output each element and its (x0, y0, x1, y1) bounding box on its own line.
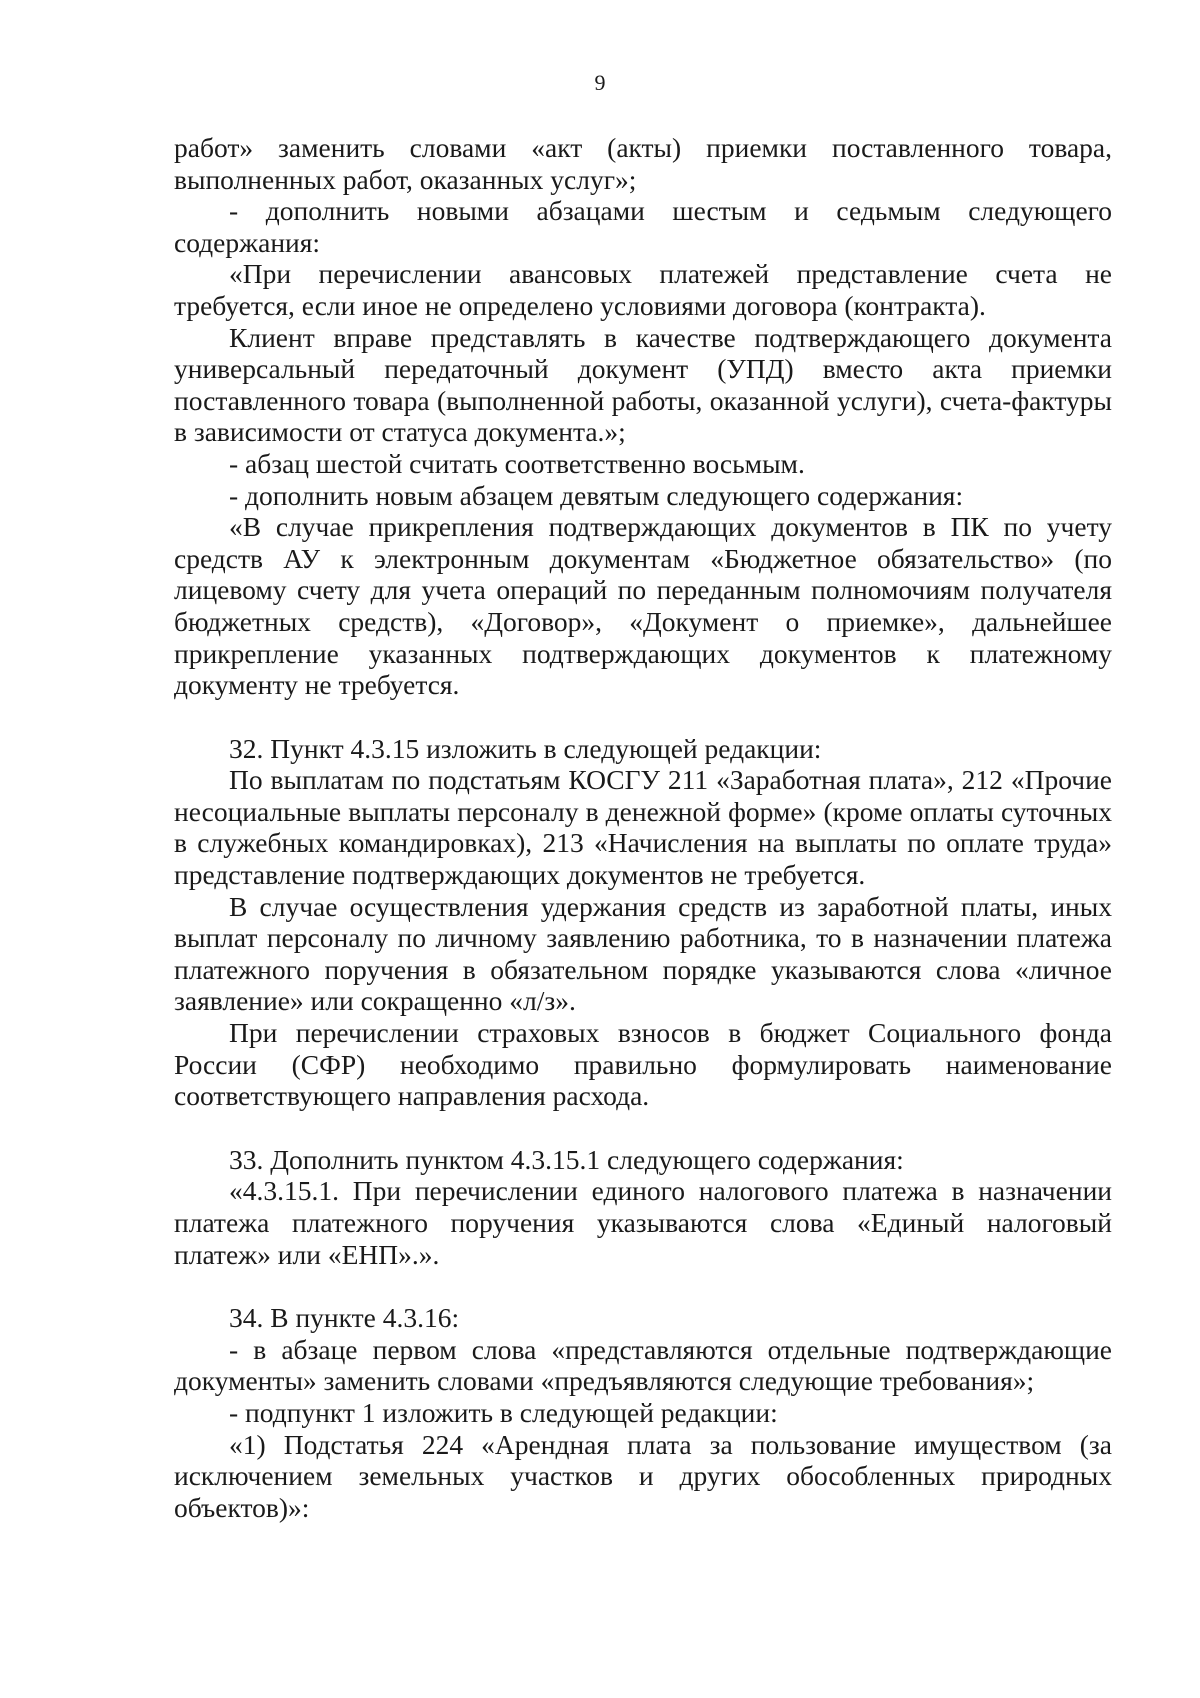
paragraph: работ» заменить словами «акт (акты) приемки поставленного товара, выполненных работ, оказанных услуг»; (174, 132, 1112, 195)
paragraph: - абзац шестой считать соответственно восьмым. (229, 447, 805, 479)
paragraph: По выплатам по подстатьям КОСГУ 211 «Заработная плата», 212 «Прочие несоциальные выплаты персоналу в денежной форме» (кроме оплаты суточных в служебных командировках), 213 «Начисления на выплаты по оплате труда» представление подтверждающих документов не требуется. (174, 764, 1112, 891)
paragraph: «В случае прикрепления подтверждающих документов в ПК по учету средств АУ к электронным документам «Бюджетное обязательство» (по лицевому счету для учета операций по переданным полномочиям получателя бюджетных средств), «Договор», «Документ о приемке», дальнейшее прикрепление указанных подтверждающих документов к платежному документу не требуется. (174, 511, 1112, 701)
paragraph: При перечислении страховых взносов в бюджет Социального фонда России (СФР) необходимо правильно формулировать наименование соответствующего направления расхода. (174, 1017, 1112, 1112)
paragraph: «При перечислении авансовых платежей представление счета не требуется, если иное не определено условиями договора (контракта). (174, 258, 1112, 321)
paragraph: - в абзаце первом слова «представляются отдельные подтверждающие документы» заменить словами «предъявляются следующие требования»; (174, 1333, 1112, 1397)
document-body (174, 132, 1112, 1523)
section-heading-33: 33. Дополнить пунктом 4.3.15.1 следующего содержания: (229, 1143, 904, 1175)
paragraph: «4.3.15.1. При перечислении единого налогового платежа в назначении платежа платежного поручения указываются слова «Единый налоговый платеж» или «ЕНП».». (174, 1175, 1112, 1270)
paragraph: «1) Подстатья 224 «Арендная плата за пользование имуществом (за исключением земельных участков и других обособленных природных объектов)»: (174, 1428, 1112, 1523)
section-heading-34: 34. В пункте 4.3.16: (229, 1302, 460, 1334)
paragraph: В случае осуществления удержания средств из заработной платы, иных выплат персоналу по личному заявлению работника, то в назначении платежа платежного поручения в обязательном порядке указываются слова «личное заявление» или сокращенно «л/з». (174, 890, 1112, 1017)
page-number: 9 (594, 70, 606, 95)
section-heading-32: 32. Пункт 4.3.15 изложить в следующей редакции: (229, 732, 822, 764)
paragraph: - дополнить новыми абзацами шестым и седьмым следующего содержания: (174, 195, 1112, 258)
paragraph: Клиент вправе представлять в качестве подтверждающего документа универсальный передаточный документ (УПД) вместо акта приемки поставленного товара (выполненной работы, оказанной услуги), счета-фактуры в зависимости от статуса документа.»; (174, 321, 1112, 448)
paragraph: - подпункт 1 изложить в следующей редакции: (229, 1396, 778, 1428)
paragraph: - дополнить новым абзацем девятым следующего содержания: (229, 479, 964, 511)
